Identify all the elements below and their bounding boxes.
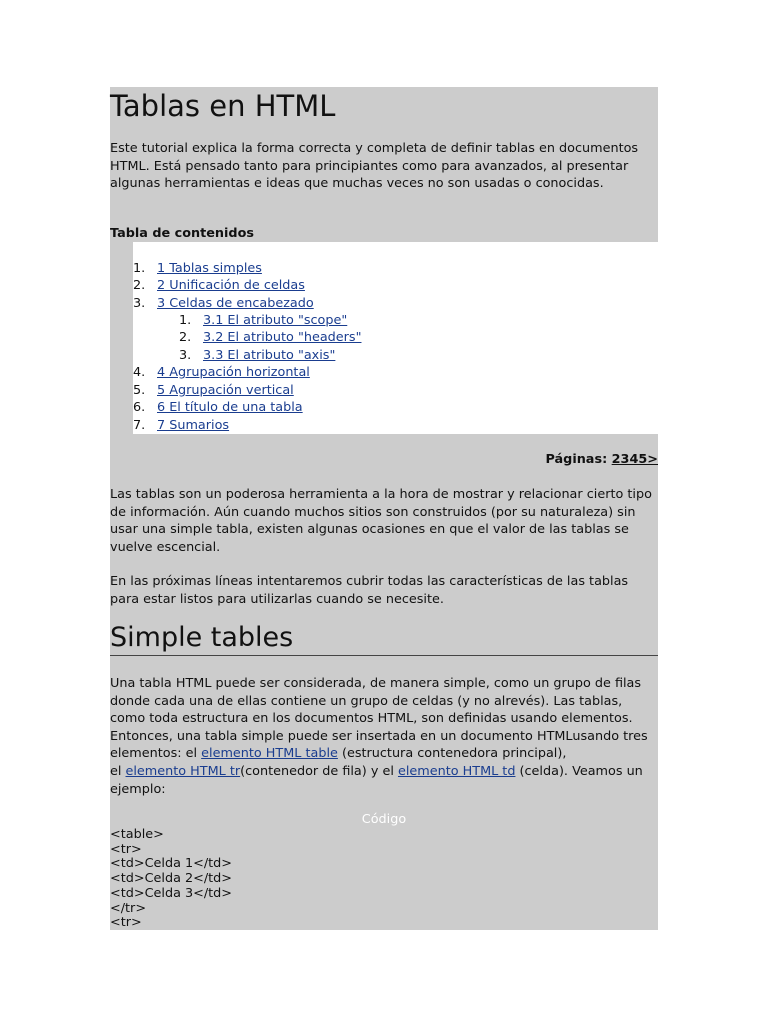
code-line: <td>Celda 1</td> — [110, 856, 233, 872]
toc-item[interactable]: 5. 5 Agrupación vertical — [133, 383, 294, 398]
toc-link[interactable]: 3.2 El atributo "headers" — [203, 330, 362, 345]
section-paragraph: Una tabla HTML puede ser considerada, de manera simple, como un grupo de filas donde cada una de ellas contiene un grupo de celdas (y no alrevés). Las tablas, como toda estructura en los documentos HTML, son definidas usando elementos. Entonces, una tabla simple puede ser insertada en un documento HTMLusando tres elementos: el elemento HTML table (estructura contenedora principal), el elemento HTML tr(contenedor de fila) y el elemento HTML td (celda). Veamos un ejemplo: — [110, 676, 648, 797]
paragraph-2: En las próximas líneas intentaremos cubrir todas las características de las tablas para estar listos para utilizarlas cuando se necesite. — [110, 574, 629, 607]
pagination-links[interactable]: 2345> — [611, 452, 658, 467]
link-table-element[interactable]: elemento HTML table — [201, 746, 338, 762]
code-label: Código — [361, 812, 407, 827]
page-title: Tablas en HTML — [110, 89, 336, 123]
toc-subitem[interactable]: 1. 3.1 El atributo "scope" — [179, 313, 348, 328]
toc-heading: Tabla de contenidos — [110, 226, 254, 241]
code-line: <tr> — [110, 915, 142, 931]
code-block — [110, 828, 232, 931]
toc-item[interactable]: 1. 1 Tablas simples — [133, 261, 262, 276]
toc-link[interactable]: 2 Unificación de celdas — [157, 278, 305, 293]
intro-paragraph: Este tutorial explica la forma correcta y completa de definir tablas en documentos HTML. Está pensado tanto para principiantes como para avanzados, al presentar algunas herramientas e ideas que muchas veces no son usadas o conocidas. — [110, 141, 639, 192]
toc-link[interactable]: 7 Sumarios — [157, 418, 230, 433]
toc-link[interactable]: 1 Tablas simples — [157, 261, 262, 276]
toc-item[interactable]: 3. 3 Celdas de encabezado — [133, 296, 314, 311]
toc-link[interactable]: 5 Agrupación vertical — [157, 383, 294, 398]
toc-link[interactable]: 3.1 El atributo "scope" — [203, 313, 348, 328]
toc-link[interactable]: 3.3 El atributo "axis" — [203, 348, 336, 363]
toc-link[interactable]: 4 Agrupación horizontal — [157, 365, 310, 380]
pagination — [545, 452, 658, 467]
section-title: Simple tables — [110, 621, 658, 656]
toc-item[interactable]: 7. 7 Sumarios — [133, 418, 230, 433]
code-line: </tr> — [110, 900, 147, 916]
toc-item[interactable]: 6. 6 El título de una tabla — [133, 400, 303, 415]
toc-item[interactable]: 2. 2 Unificación de celdas — [133, 278, 305, 293]
code-line: <tr> — [110, 841, 142, 857]
toc-link[interactable]: 3 Celdas de encabezado — [157, 296, 314, 311]
pagination-label: Páginas: — [545, 452, 608, 467]
table-of-contents — [133, 242, 658, 434]
code-line: <td>Celda 3</td> — [110, 885, 233, 901]
link-tr-element[interactable]: elemento HTML tr — [125, 763, 241, 779]
paragraph-1: Las tablas son un poderosa herramienta a la hora de mostrar y relacionar cierto tipo de información. Aún cuando muchos sitios son construidos (por su naturaleza) sin usar una simple tabla, existen algunas ocasiones en que el valor de las tablas se vuelve escencial. — [110, 487, 652, 555]
document-page — [110, 87, 658, 930]
toc-subitem[interactable]: 2. 3.2 El atributo "headers" — [179, 330, 362, 345]
code-line: <table> — [110, 827, 164, 842]
toc-subitem[interactable]: 3. 3.3 El atributo "axis" — [179, 348, 336, 363]
code-line: <td>Celda 2</td> — [110, 871, 233, 887]
toc-item[interactable]: 4. 4 Agrupación horizontal — [133, 365, 310, 380]
toc-link[interactable]: 6 El título de una tabla — [157, 400, 303, 415]
link-td-element[interactable]: elemento HTML td — [397, 763, 516, 779]
